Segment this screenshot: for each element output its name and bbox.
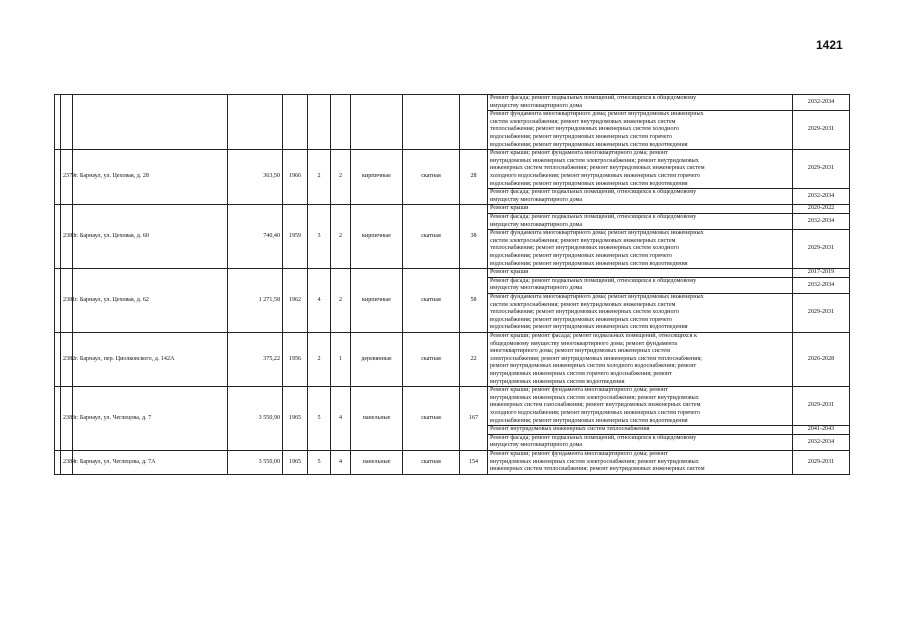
blank-address (73, 95, 228, 150)
table-row (55, 95, 850, 111)
entrances: 2 (331, 269, 351, 333)
repair-period: 2029-2031 (793, 450, 850, 474)
repair-works: Ремонт фасада; ремонт подвальных помещений, относящихся к общедомовому имуществу многоквартирного дома (488, 189, 793, 205)
repair-period: 2017-2019 (793, 269, 850, 278)
blank-apartments (460, 95, 488, 150)
repair-works: Ремонт крыши; ремонт фасада; ремонт подвальных помещений, относящихся к общедомовому имуществу многоквартирного дома; ремонт фундамента многоквартирного дома; ремонт внутридомовых инженерных систем электроснабжения; ремонт внутридомовых инженерных систем теплоснабжения; ремонт внутридомовых инженерных систем холодного водоснабжения; ремонт внутридомовых инженерных систем горячего водоснабжения; ремонт внутридомовых инженерных систем водоотведения (488, 332, 793, 386)
repair-period: 2020-2022 (793, 205, 850, 214)
roof-type: скатная (403, 269, 460, 333)
repair-period: 2032-2034 (793, 434, 850, 450)
apartments: 22 (460, 332, 488, 386)
entrances: 2 (331, 205, 351, 269)
repair-period: 2032-2034 (793, 213, 850, 229)
repair-period: 2029-2031 (793, 293, 850, 332)
repair-works: Ремонт фасада; ремонт подвальных помещений, относящихся к общедомовому имуществу многоквартирного дома (488, 213, 793, 229)
repair-works: Ремонт крыши (488, 205, 793, 214)
address: г. Барнаул, ул. Цеховая, д. 60 (73, 205, 228, 269)
wall-material: кирпичные (351, 150, 403, 205)
row-number: 2384 (61, 450, 73, 474)
wall-material: панельные (351, 450, 403, 474)
blank-floors (308, 95, 331, 150)
build-year: 1966 (283, 150, 308, 205)
roof-type: скатная (403, 450, 460, 474)
wall-material: панельные (351, 387, 403, 451)
repair-period: 2026-2028 (793, 332, 850, 386)
address: г. Барнаул, пер. Циолковского, д. 142А (73, 332, 228, 386)
blank-num (61, 95, 73, 150)
entrances: 4 (331, 387, 351, 451)
apartments: 58 (460, 269, 488, 333)
repair-works: Ремонт фундамента многоквартирного дома; ремонт внутридомовых инженерных систем электроснабжения; ремонт внутридомовых инженерных систем теплоснабжения; ремонт внутридомовых инженерных систем холодного водоснабжения; ремонт внутридомовых инженерных систем горячего водоснабжения; ремонт внутридомовых инженерных систем водоотведения (488, 111, 793, 150)
repair-period: 2029-2031 (793, 387, 850, 426)
table-row (55, 450, 850, 474)
blank-roof (403, 95, 460, 150)
page-number: 1421 (816, 38, 843, 52)
repair-period: 2029-2031 (793, 230, 850, 269)
blank-area (228, 95, 283, 150)
blank-year (283, 95, 308, 150)
repair-period: 2032-2034 (793, 95, 850, 111)
repair-works: Ремонт фасада; ремонт подвальных помещений, относящихся к общедомовому имуществу многоквартирного дома (488, 434, 793, 450)
table-row (55, 205, 850, 214)
blank-walls (351, 95, 403, 150)
roof-type: скатная (403, 387, 460, 451)
floors: 2 (308, 150, 331, 205)
build-year: 1959 (283, 205, 308, 269)
capital-repair-table (54, 94, 850, 475)
floors: 5 (308, 450, 331, 474)
address: г. Барнаул, ул. Чеглецова, д. 7 (73, 387, 228, 451)
row-number: 2381 (61, 269, 73, 333)
repair-works: Ремонт внутридомовых инженерных систем теплоснабжения (488, 426, 793, 435)
total-area: 3 550,90 (228, 387, 283, 451)
wall-material: деревянные (351, 332, 403, 386)
build-year: 1956 (283, 332, 308, 386)
build-year: 1965 (283, 387, 308, 451)
build-year: 1965 (283, 450, 308, 474)
table-row (55, 150, 850, 189)
floors: 2 (308, 332, 331, 386)
total-area: 363,50 (228, 150, 283, 205)
repair-works: Ремонт крыши; ремонт фундамента многоквартирного дома; ремонт внутридомовых инженерных систем электроснабжения; ремонт внутридомовых инженерных систем газоснабжения; ремонт внутридомовых инженерных систем холодного водоснабжения; ремонт внутридомовых инженерных систем горячего водоснабжения; ремонт внутридомовых инженерных систем водоотведения (488, 387, 793, 426)
floors: 5 (308, 387, 331, 451)
roof-type: скатная (403, 332, 460, 386)
address: г. Барнаул, ул. Цеховая, д. 62 (73, 269, 228, 333)
total-area: 740,40 (228, 205, 283, 269)
apartments: 28 (460, 150, 488, 205)
total-area: 1 271,58 (228, 269, 283, 333)
address: г. Барнаул, ул. Чеглецова, д. 7А (73, 450, 228, 474)
row-number: 2383 (61, 387, 73, 451)
wall-material: кирпичные (351, 205, 403, 269)
roof-type: скатная (403, 150, 460, 205)
repair-works: Ремонт фундамента многоквартирного дома; ремонт внутридомовых инженерных систем электроснабжения; ремонт внутридомовых инженерных систем теплоснабжения; ремонт внутридомовых инженерных систем холодного водоснабжения; ремонт внутридомовых инженерных систем горячего водоснабжения; ремонт внутридомовых инженерных систем водоотведения (488, 293, 793, 332)
repair-works: Ремонт крыши; ремонт фундамента многоквартирного дома; ремонт внутридомовых инженерных систем электроснабжения; ремонт внутридомовых инженерных систем теплоснабжения; ремонт внутридомовых инженерных систем (488, 450, 793, 474)
floors: 4 (308, 269, 331, 333)
row-number: 2380 (61, 205, 73, 269)
repair-period: 2029-2031 (793, 150, 850, 189)
total-area: 3 550,00 (228, 450, 283, 474)
floors: 3 (308, 205, 331, 269)
table-row (55, 387, 850, 426)
entrances: 1 (331, 332, 351, 386)
row-number: 2382 (61, 332, 73, 386)
repair-works: Ремонт фундамента многоквартирного дома; ремонт внутридомовых инженерных систем электроснабжения; ремонт внутридомовых инженерных систем теплоснабжения; ремонт внутридомовых инженерных систем холодного водоснабжения; ремонт внутридомовых инженерных систем горячего водоснабжения; ремонт внутридомовых инженерных систем водоотведения (488, 230, 793, 269)
repair-works: Ремонт фасада; ремонт подвальных помещений, относящихся к общедомовому имуществу многоквартирного дома (488, 277, 793, 293)
roof-type: скатная (403, 205, 460, 269)
repair-works: Ремонт фасада; ремонт подвальных помещений, относящихся к общедомовому имуществу многоквартирного дома (488, 95, 793, 111)
apartments: 167 (460, 387, 488, 451)
repair-works: Ремонт крыши; ремонт фундамента многоквартирного дома; ремонт внутридомовых инженерных систем электроснабжения; ремонт внутридомовых инженерных систем теплоснабжения; ремонт внутридомовых инженерных систем холодного водоснабжения; ремонт внутридомовых инженерных систем горячего водоснабжения; ремонт внутридомовых инженерных систем водоотведения (488, 150, 793, 189)
total-area: 375,22 (228, 332, 283, 386)
table-row (55, 332, 850, 386)
address: г. Барнаул, ул. Цеховая, д. 28 (73, 150, 228, 205)
blank-entrances (331, 95, 351, 150)
entrances: 2 (331, 150, 351, 205)
apartments: 38 (460, 205, 488, 269)
wall-material: кирпичные (351, 269, 403, 333)
apartments: 154 (460, 450, 488, 474)
repair-period: 2032-2034 (793, 277, 850, 293)
repair-period: 2029-2031 (793, 111, 850, 150)
build-year: 1962 (283, 269, 308, 333)
entrances: 4 (331, 450, 351, 474)
row-number: 2379 (61, 150, 73, 205)
repair-period: 2041-2043 (793, 426, 850, 435)
repair-works: Ремонт крыши (488, 269, 793, 278)
repair-period: 2032-2034 (793, 189, 850, 205)
table-row (55, 269, 850, 278)
